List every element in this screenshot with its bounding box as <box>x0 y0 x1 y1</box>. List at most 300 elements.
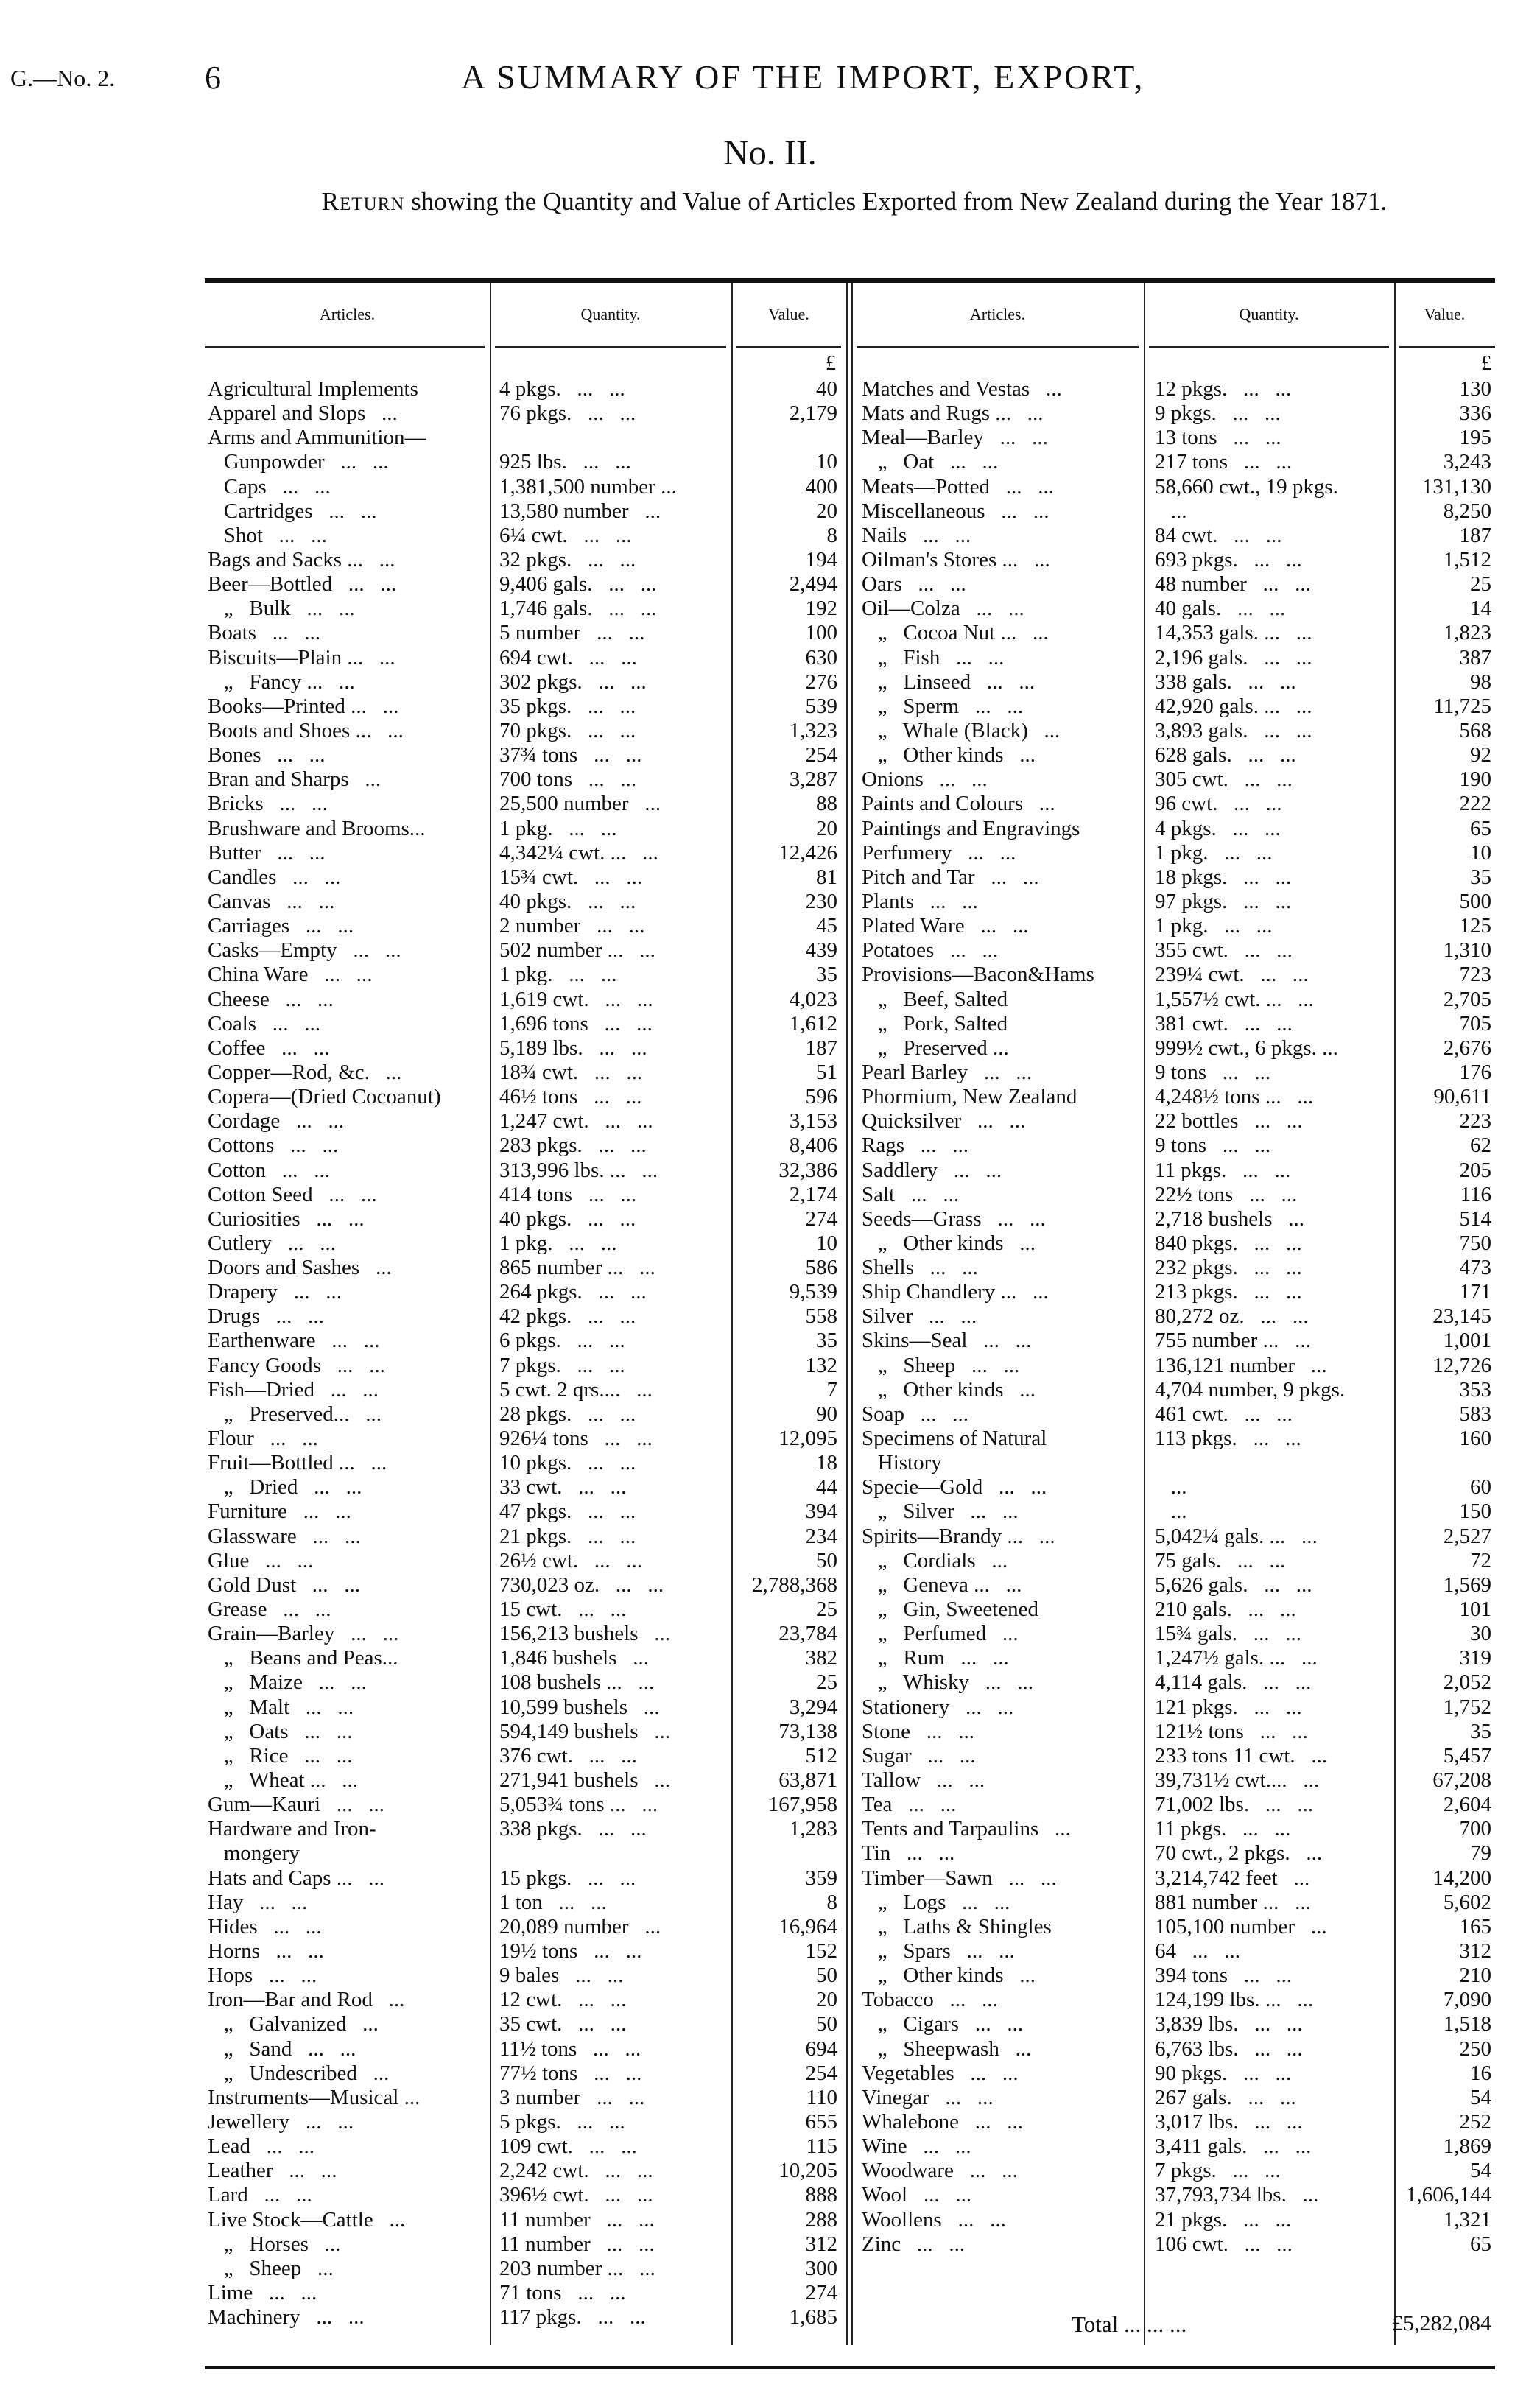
quantity-cell: 9 bales ... ... <box>499 1964 624 1988</box>
quantity-cell: 1 ton ... ... <box>499 1890 607 1914</box>
quantity-cell: 40 gals. ... ... <box>1155 597 1286 621</box>
quantity-cell: 15 pkgs. ... ... <box>499 1866 636 1890</box>
table-row <box>208 2012 841 2036</box>
article-cell: Live Stock—Cattle ... <box>208 2207 406 2232</box>
table-row <box>862 695 1491 719</box>
value-cell: 1,323 <box>789 718 837 742</box>
table-row <box>862 2134 1491 2159</box>
value-cell: 194 <box>805 547 837 572</box>
value-cell: 187 <box>805 1036 837 1060</box>
quantity-cell: 926¼ tons ... ... <box>499 1427 653 1451</box>
value-cell: 400 <box>805 474 837 499</box>
value-cell: 150 <box>1459 1500 1491 1524</box>
quantity-cell: 9 tons ... ... <box>1155 1133 1271 1158</box>
value-cell: 40 <box>816 377 837 401</box>
quantity-cell: 90 pkgs. ... ... <box>1155 2061 1292 2085</box>
value-cell: 2,494 <box>789 572 837 597</box>
article-cell: Sugar ... ... <box>862 1743 976 1768</box>
quantity-cell: 13 tons ... ... <box>1155 426 1281 450</box>
value-cell: 11,725 <box>1433 694 1491 718</box>
table-row <box>862 1427 1491 1451</box>
article-cell: Doors and Sashes ... <box>208 1256 392 1280</box>
article-cell: „ Preserved ... <box>862 1036 1009 1060</box>
article-cell: „ Cigars ... ... <box>862 2012 1024 2036</box>
article-cell: Gum—Kauri ... ... <box>208 1793 385 1817</box>
quantity-cell: 28 pkgs. ... ... <box>499 1402 636 1426</box>
value-cell: 586 <box>805 1256 837 1280</box>
value-cell: 394 <box>805 1500 837 1524</box>
article-cell: „ Spars ... ... <box>862 1939 1015 1963</box>
quantity-cell: ... <box>1155 1475 1187 1500</box>
table-row <box>208 1573 841 1597</box>
col-header-value: Value. <box>1424 305 1466 323</box>
quantity-cell: 271,941 bushels ... <box>499 1768 670 1793</box>
quantity-cell: 213 pkgs. ... ... <box>1155 1280 1302 1304</box>
table-row <box>208 1427 841 1451</box>
value-cell: 583 <box>1459 1402 1491 1426</box>
quantity-cell: 21 pkgs. ... ... <box>1155 2207 1292 2232</box>
value-cell: 35 <box>816 963 837 987</box>
quantity-cell: 35 pkgs. ... ... <box>499 694 636 718</box>
table-row <box>862 1159 1491 1183</box>
table-row <box>862 646 1491 670</box>
article-cell: History <box>862 1451 942 1475</box>
table-bottom-rule <box>205 2366 1495 2369</box>
currency-symbol: £ <box>826 352 836 375</box>
value-cell: 353 <box>1459 1377 1491 1402</box>
quantity-cell: 999½ cwt., 6 pkgs. ... <box>1155 1036 1338 1060</box>
table-row <box>208 2086 841 2110</box>
col-header-articles: Articles. <box>319 305 376 323</box>
quantity-cell: 233 tons 11 cwt. ... <box>1155 1743 1328 1768</box>
table-row <box>208 1597 841 1622</box>
table-row <box>862 719 1491 743</box>
quantity-cell: 267 gals. ... ... <box>1155 2085 1296 2109</box>
table-row <box>208 1891 841 1915</box>
quantity-cell: 9,406 gals. ... ... <box>499 572 657 597</box>
value-cell: 32,386 <box>778 1158 837 1182</box>
table-row <box>208 1378 841 1402</box>
value-cell: 2,705 <box>1443 987 1491 1011</box>
article-cell: Hats and Caps ... ... <box>208 1866 385 1890</box>
article-cell: Pearl Barley ... ... <box>862 1060 1033 1084</box>
quantity-cell: 22 bottles ... ... <box>1155 1109 1303 1133</box>
article-cell: Salt ... ... <box>862 1182 960 1206</box>
article-cell: „ Wheat ... ... <box>208 1768 359 1793</box>
article-cell: „ Fish ... ... <box>862 645 1005 669</box>
article-cell: Candles ... ... <box>208 865 341 889</box>
value-cell: 3,294 <box>789 1695 837 1719</box>
quantity-cell: 3 number ... ... <box>499 2085 645 2109</box>
quantity-cell: 5,042¼ gals. ... ... <box>1155 1524 1318 1548</box>
quantity-cell: 461 cwt. ... ... <box>1155 1402 1293 1426</box>
quantity-cell: 840 pkgs. ... ... <box>1155 1231 1302 1255</box>
table-row <box>208 2257 841 2281</box>
article-cell: Tallow ... ... <box>862 1768 985 1793</box>
quantity-cell: 1 pkg. ... ... <box>499 1231 617 1255</box>
article-cell: „ Beef, Salted <box>862 987 1008 1011</box>
table-row <box>862 1695 1491 1720</box>
table-row <box>208 2183 841 2207</box>
table-row <box>208 1183 841 1207</box>
value-cell: 62 <box>1470 1133 1491 1158</box>
value-cell: 60 <box>1470 1475 1491 1500</box>
quantity-cell: 3,411 gals. ... ... <box>1155 2134 1312 2159</box>
value-cell: 10 <box>816 1231 837 1255</box>
article-cell: Tin ... ... <box>862 1841 955 1866</box>
quantity-cell: 1 pkg. ... ... <box>1155 840 1273 865</box>
value-cell: 72 <box>1470 1548 1491 1572</box>
article-cell: Cotton Seed ... ... <box>208 1182 377 1206</box>
article-cell: Skins—Seal ... ... <box>862 1329 1032 1353</box>
value-cell: 18 <box>816 1451 837 1475</box>
value-cell: 8 <box>826 523 837 547</box>
article-cell: „ Perfumed ... <box>862 1622 1019 1646</box>
article-cell: Bones ... ... <box>208 743 326 767</box>
value-cell: 288 <box>805 2207 837 2232</box>
value-cell: 655 <box>805 2109 837 2134</box>
document-reference: G.—No. 2. <box>10 65 116 91</box>
article-cell: „ Undescribed ... <box>208 2061 390 2085</box>
table-row <box>208 1964 841 1988</box>
article-cell: „ Sheep ... <box>208 2256 334 2280</box>
quantity-cell: 381 cwt. ... ... <box>1155 1011 1293 1036</box>
quantity-cell: 4 pkgs. ... ... <box>499 377 625 401</box>
table-row <box>208 792 841 816</box>
value-cell: 16,964 <box>778 1914 837 1938</box>
table-row <box>208 1841 841 1866</box>
article-cell: Machinery ... ... <box>208 2305 365 2330</box>
quantity-cell: 70 pkgs. ... ... <box>499 718 636 742</box>
article-cell: Oil—Colza ... ... <box>862 597 1024 621</box>
value-cell: 23,784 <box>778 1622 837 1646</box>
table-row <box>208 1549 841 1573</box>
table-row <box>208 719 841 743</box>
table-row <box>862 1573 1491 1597</box>
article-cell: Coffee ... ... <box>208 1036 330 1060</box>
value-cell: 312 <box>1459 1939 1491 1963</box>
value-cell: 165 <box>1459 1914 1491 1938</box>
article-cell: Stationery ... ... <box>862 1695 1014 1719</box>
table-row <box>208 695 841 719</box>
article-cell: Fancy Goods ... ... <box>208 1353 385 1377</box>
article-cell: „ Other kinds ... <box>862 1964 1036 1988</box>
value-cell: 90 <box>816 1402 837 1426</box>
value-cell: 254 <box>805 2061 837 2085</box>
article-cell: Saddlery ... ... <box>862 1158 1002 1182</box>
article-cell: Phormium, New Zealand <box>862 1085 1077 1109</box>
table-row <box>862 1768 1491 1793</box>
table-row <box>862 1061 1491 1085</box>
value-cell: 234 <box>805 1524 837 1548</box>
table-row <box>208 1256 841 1280</box>
table-row <box>208 743 841 767</box>
article-cell: Plants ... ... <box>862 889 978 913</box>
quantity-cell: 12 cwt. ... ... <box>499 1988 627 2012</box>
article-cell: Beer—Bottled ... ... <box>208 572 397 597</box>
table-row <box>208 572 841 597</box>
value-cell: 250 <box>1459 2036 1491 2061</box>
table-row <box>862 1085 1491 1109</box>
value-cell: 54 <box>1470 2085 1491 2109</box>
value-cell: 596 <box>805 1085 837 1109</box>
quantity-cell: 39,731½ cwt.... ... <box>1155 1768 1320 1793</box>
value-cell: 2,527 <box>1443 1524 1491 1548</box>
quantity-cell: 71,002 lbs. ... ... <box>1155 1793 1314 1817</box>
table-row <box>862 572 1491 597</box>
quantity-cell: 1,846 bushels ... <box>499 1646 649 1670</box>
quantity-cell: 121 pkgs. ... ... <box>1155 1695 1302 1719</box>
table-row <box>862 792 1491 816</box>
quantity-cell: 97 pkgs. ... ... <box>1155 889 1292 913</box>
quantity-cell: 13,580 number ... <box>499 499 661 523</box>
quantity-cell: 1 pkg. ... ... <box>1155 914 1273 938</box>
quantity-cell: 15¾ cwt. ... ... <box>499 865 643 889</box>
value-cell: 694 <box>805 2036 837 2061</box>
left-column-rows <box>208 377 841 2330</box>
value-cell: 2,179 <box>789 401 837 426</box>
value-cell: 132 <box>805 1353 837 1377</box>
table-row <box>862 1597 1491 1622</box>
table-row <box>862 1402 1491 1427</box>
quantity-cell: ... <box>1155 1500 1187 1524</box>
article-cell: Matches and Vestas ... <box>862 377 1062 401</box>
value-cell: 888 <box>805 2183 837 2207</box>
value-cell: 254 <box>805 743 837 767</box>
article-cell: „ Dried ... ... <box>208 1475 362 1500</box>
table-row <box>208 865 841 890</box>
quantity-cell: 7 pkgs. ... ... <box>499 1353 625 1377</box>
article-cell: Hops ... ... <box>208 1964 317 1988</box>
article-cell: „ Oat ... ... <box>862 450 999 474</box>
table-row <box>862 1354 1491 1378</box>
value-cell: 116 <box>1460 1182 1491 1206</box>
page-header <box>0 57 1540 109</box>
value-cell: 10 <box>1470 840 1491 865</box>
value-cell: 35 <box>1470 1719 1491 1743</box>
quantity-cell: 10,599 bushels ... <box>499 1695 660 1719</box>
value-cell: 514 <box>1459 1206 1491 1231</box>
article-cell: „ Silver ... ... <box>862 1500 1019 1524</box>
article-cell: Carriages ... ... <box>208 914 354 938</box>
quantity-cell: 11 number ... ... <box>499 2232 655 2256</box>
quantity-cell: 305 cwt. ... ... <box>1155 767 1293 792</box>
article-cell: Specimens of Natural <box>862 1427 1047 1451</box>
table-row <box>208 1012 841 1036</box>
table-row <box>208 1817 841 1841</box>
value-cell: 473 <box>1459 1256 1491 1280</box>
table-row <box>208 988 841 1012</box>
table-row <box>208 2061 841 2086</box>
value-cell: 276 <box>805 669 837 694</box>
article-cell: „ Other kinds ... <box>862 1231 1036 1255</box>
table-row <box>208 1744 841 1768</box>
table-row <box>862 841 1491 865</box>
quantity-cell: 21 pkgs. ... ... <box>499 1524 636 1548</box>
article-cell: Grease ... ... <box>208 1597 331 1622</box>
value-cell: 101 <box>1459 1597 1491 1622</box>
table-row <box>208 1231 841 1256</box>
article-cell: Lead ... ... <box>208 2134 314 2159</box>
quantity-cell: 6,763 lbs. ... ... <box>1155 2036 1303 2061</box>
table-row <box>862 401 1491 426</box>
value-cell: 382 <box>805 1646 837 1670</box>
quantity-cell: 15¾ gals. ... ... <box>1155 1622 1301 1646</box>
value-cell: 195 <box>1459 426 1491 450</box>
article-cell: Coals ... ... <box>208 1011 321 1036</box>
value-cell: 705 <box>1459 1011 1491 1036</box>
value-cell: 12,426 <box>778 840 837 865</box>
table-row <box>208 1329 841 1353</box>
quantity-cell: 4,248½ tons ... ... <box>1155 1085 1314 1109</box>
value-cell: 1,512 <box>1443 547 1491 572</box>
table-row <box>862 1720 1491 1744</box>
article-cell: Rags ... ... <box>862 1133 968 1158</box>
table-row <box>208 767 841 792</box>
value-cell: 160 <box>1459 1427 1491 1451</box>
quantity-cell: 338 gals. ... ... <box>1155 669 1296 694</box>
table-row <box>862 2208 1491 2232</box>
quantity-cell: 25,500 number ... <box>499 792 661 816</box>
article-cell: „ Sheep ... ... <box>862 1353 1020 1377</box>
value-cell: 73,138 <box>778 1719 837 1743</box>
article-cell: Perfumery ... ... <box>862 840 1016 865</box>
value-cell: 700 <box>1459 1817 1491 1841</box>
article-cell: Flour ... ... <box>208 1427 318 1451</box>
value-cell: 319 <box>1459 1646 1491 1670</box>
article-cell: Glassware ... ... <box>208 1524 361 1548</box>
value-cell: 16 <box>1470 2061 1491 2085</box>
quantity-cell: 502 number ... ... <box>499 938 655 963</box>
value-cell: 63,871 <box>778 1768 837 1793</box>
table-row <box>862 524 1491 548</box>
article-cell: Bran and Sharps ... <box>208 767 382 792</box>
value-cell: 223 <box>1459 1109 1491 1133</box>
table-row <box>862 890 1491 914</box>
table-row <box>862 1183 1491 1207</box>
column-divider <box>851 283 853 2345</box>
article-cell: Specie—Gold ... ... <box>862 1475 1047 1500</box>
quantity-cell: 394 tons ... ... <box>1155 1964 1293 1988</box>
article-cell: Hides ... ... <box>208 1914 322 1938</box>
article-cell: Ship Chandlery ... ... <box>862 1280 1049 1304</box>
quantity-cell: 80,272 oz. ... ... <box>1155 1304 1309 1329</box>
quantity-cell: 628 gals. ... ... <box>1155 743 1296 767</box>
article-cell: Books—Printed ... ... <box>208 694 399 718</box>
quantity-cell: 694 cwt. ... ... <box>499 645 637 669</box>
value-cell: 25 <box>816 1670 837 1695</box>
page-number: 6 <box>205 60 221 96</box>
header-underline <box>857 346 1139 348</box>
currency-symbol: £ <box>1481 352 1491 375</box>
table-row <box>208 1159 841 1183</box>
value-cell: 50 <box>816 1964 837 1988</box>
quantity-cell: 1,696 tons ... ... <box>499 1011 653 1036</box>
quantity-cell: 11½ tons ... ... <box>499 2036 641 2061</box>
article-cell: Tea ... ... <box>862 1793 957 1817</box>
value-cell: 79 <box>1470 1841 1491 1866</box>
value-cell: 131,130 <box>1421 474 1491 499</box>
value-cell: 51 <box>816 1060 837 1084</box>
table-row <box>208 1500 841 1524</box>
table-row <box>208 2037 841 2061</box>
article-cell: Timber—Sawn ... ... <box>862 1866 1057 1890</box>
table-row <box>208 1646 841 1670</box>
value-cell: 500 <box>1459 889 1491 913</box>
table-row <box>862 1939 1491 1964</box>
value-cell: 12,726 <box>1432 1353 1491 1377</box>
table-row <box>208 1451 841 1475</box>
table-row <box>208 548 841 572</box>
value-cell: 65 <box>1470 2232 1491 2256</box>
table-row <box>862 1500 1491 1524</box>
quantity-cell: 693 pkgs. ... ... <box>1155 547 1302 572</box>
table-row <box>862 1988 1491 2012</box>
article-cell: Instruments—Musical ... <box>208 2085 421 2109</box>
table-row <box>862 1744 1491 1768</box>
article-cell: Butter ... ... <box>208 840 326 865</box>
table-row <box>208 1280 841 1304</box>
value-cell: 23,145 <box>1432 1304 1491 1329</box>
value-cell: 14 <box>1470 597 1491 621</box>
article-cell: „ Malt ... ... <box>208 1695 354 1719</box>
value-cell: 88 <box>816 792 837 816</box>
table-row <box>862 1670 1491 1695</box>
quantity-cell: 15 cwt. ... ... <box>499 1597 627 1622</box>
quantity-cell: 925 lbs. ... ... <box>499 450 631 474</box>
value-cell: 1,283 <box>789 1817 837 1841</box>
article-cell: Silver ... ... <box>862 1304 977 1329</box>
article-cell: „ Sand ... ... <box>208 2036 356 2061</box>
article-cell: Canvas ... ... <box>208 889 335 913</box>
table-row <box>862 621 1491 645</box>
article-cell: „ Galvanized ... <box>208 2012 379 2036</box>
quantity-cell: 1 pkg. ... ... <box>499 816 617 840</box>
quantity-cell: 865 number ... ... <box>499 1256 655 1280</box>
quantity-cell: 108 bushels ... ... <box>499 1670 655 1695</box>
quantity-cell: 338 pkgs. ... ... <box>499 1817 647 1841</box>
table-row <box>208 499 841 524</box>
article-cell: „ Other kinds ... <box>862 1377 1036 1402</box>
table-row <box>862 988 1491 1012</box>
quantity-cell: 19½ tons ... ... <box>499 1939 642 1963</box>
article-cell: Drapery ... ... <box>208 1280 342 1304</box>
quantity-cell: 12 pkgs. ... ... <box>1155 377 1292 401</box>
quantity-cell: 3,214,742 feet ... <box>1155 1866 1310 1890</box>
article-cell: „ Cocoa Nut ... ... <box>862 621 1049 645</box>
quantity-cell: 18¾ cwt. ... ... <box>499 1060 643 1084</box>
article-cell: „ Fancy ... ... <box>208 669 355 694</box>
quantity-cell: 1,247 cwt. ... ... <box>499 1109 653 1133</box>
quantity-cell: ... <box>1155 499 1187 523</box>
table-row <box>862 1231 1491 1256</box>
table-row <box>862 1256 1491 1280</box>
value-cell: 1,685 <box>789 2305 837 2330</box>
table-row <box>208 1133 841 1158</box>
quantity-cell: 2,718 bushels ... <box>1155 1206 1304 1231</box>
table-row <box>208 1768 841 1793</box>
table-row <box>862 914 1491 938</box>
quantity-cell: 1,247½ gals. ... ... <box>1155 1646 1318 1670</box>
value-cell: 30 <box>1470 1622 1491 1646</box>
article-cell: „ Linseed ... ... <box>862 669 1036 694</box>
article-cell: Cutlery ... ... <box>208 1231 336 1255</box>
quantity-cell: 14,353 gals. ... ... <box>1155 621 1312 645</box>
article-cell: Paintings and Engravings <box>862 816 1080 840</box>
table-row <box>862 1304 1491 1329</box>
quantity-cell: 1,557½ cwt. ... ... <box>1155 987 1314 1011</box>
table-row <box>862 1329 1491 1353</box>
